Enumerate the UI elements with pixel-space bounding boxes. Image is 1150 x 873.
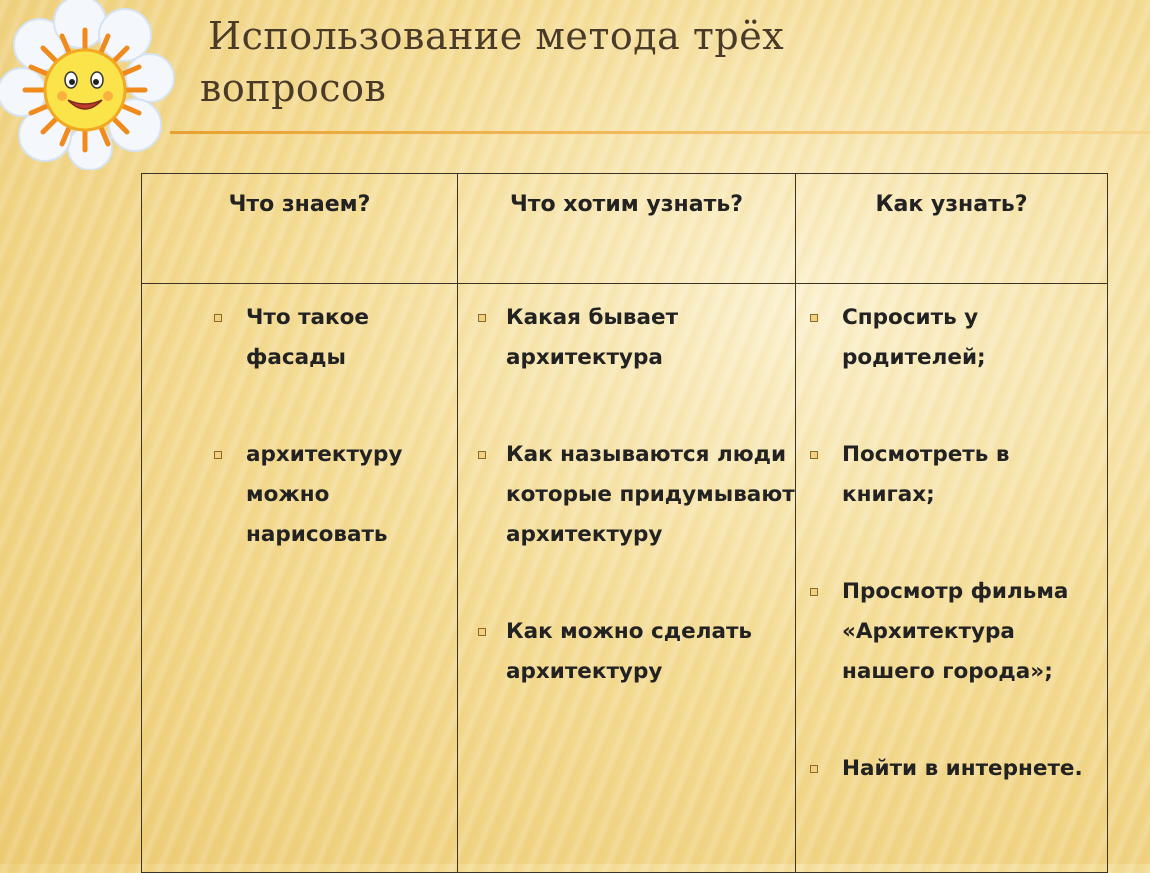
list-item: Что такое фасады xyxy=(142,298,457,378)
list-item: Найти в интернете. xyxy=(796,749,1107,789)
sun-icon xyxy=(0,0,180,170)
slide-title-line-1: Использование метода трёх xyxy=(208,14,785,58)
bullet-square-icon xyxy=(214,451,222,459)
column-know xyxy=(142,284,458,873)
list-item: Как можно сделать архитектуру xyxy=(458,612,795,692)
table-header-row xyxy=(142,174,1108,284)
column-how-to-know xyxy=(796,284,1108,873)
list-item: Просмотр фильма «Архитектура нашего города»; xyxy=(796,572,1107,692)
bullet-square-icon xyxy=(214,314,222,322)
header-know: Что знаем? xyxy=(142,174,458,284)
bullet-square-icon xyxy=(478,628,486,636)
bullet-square-icon xyxy=(478,314,486,322)
table-body-row xyxy=(142,284,1108,873)
bullet-square-icon xyxy=(810,314,818,322)
list-item: Как называются люди которые придумывают архитектуру xyxy=(458,435,795,555)
list-item: архитектуру можно нарисовать xyxy=(142,435,457,555)
title-divider xyxy=(170,131,1150,134)
slide-title xyxy=(200,10,1100,114)
list-item: Какая бывает архитектура xyxy=(458,298,795,378)
column-want-to-know xyxy=(458,284,796,873)
bullet-square-icon xyxy=(810,588,818,596)
slide-title-line-2: вопросов xyxy=(200,66,387,110)
bullet-square-icon xyxy=(810,765,818,773)
bullet-square-icon xyxy=(478,451,486,459)
list-item: Спросить у родителей; xyxy=(796,298,1107,378)
header-want-to-know: Что хотим узнать? xyxy=(458,174,796,284)
three-questions-table xyxy=(141,173,1108,873)
list-item: Посмотреть в книгах; xyxy=(796,435,1107,515)
bullet-square-icon xyxy=(810,451,818,459)
header-how-to-know: Как узнать? xyxy=(796,174,1108,284)
